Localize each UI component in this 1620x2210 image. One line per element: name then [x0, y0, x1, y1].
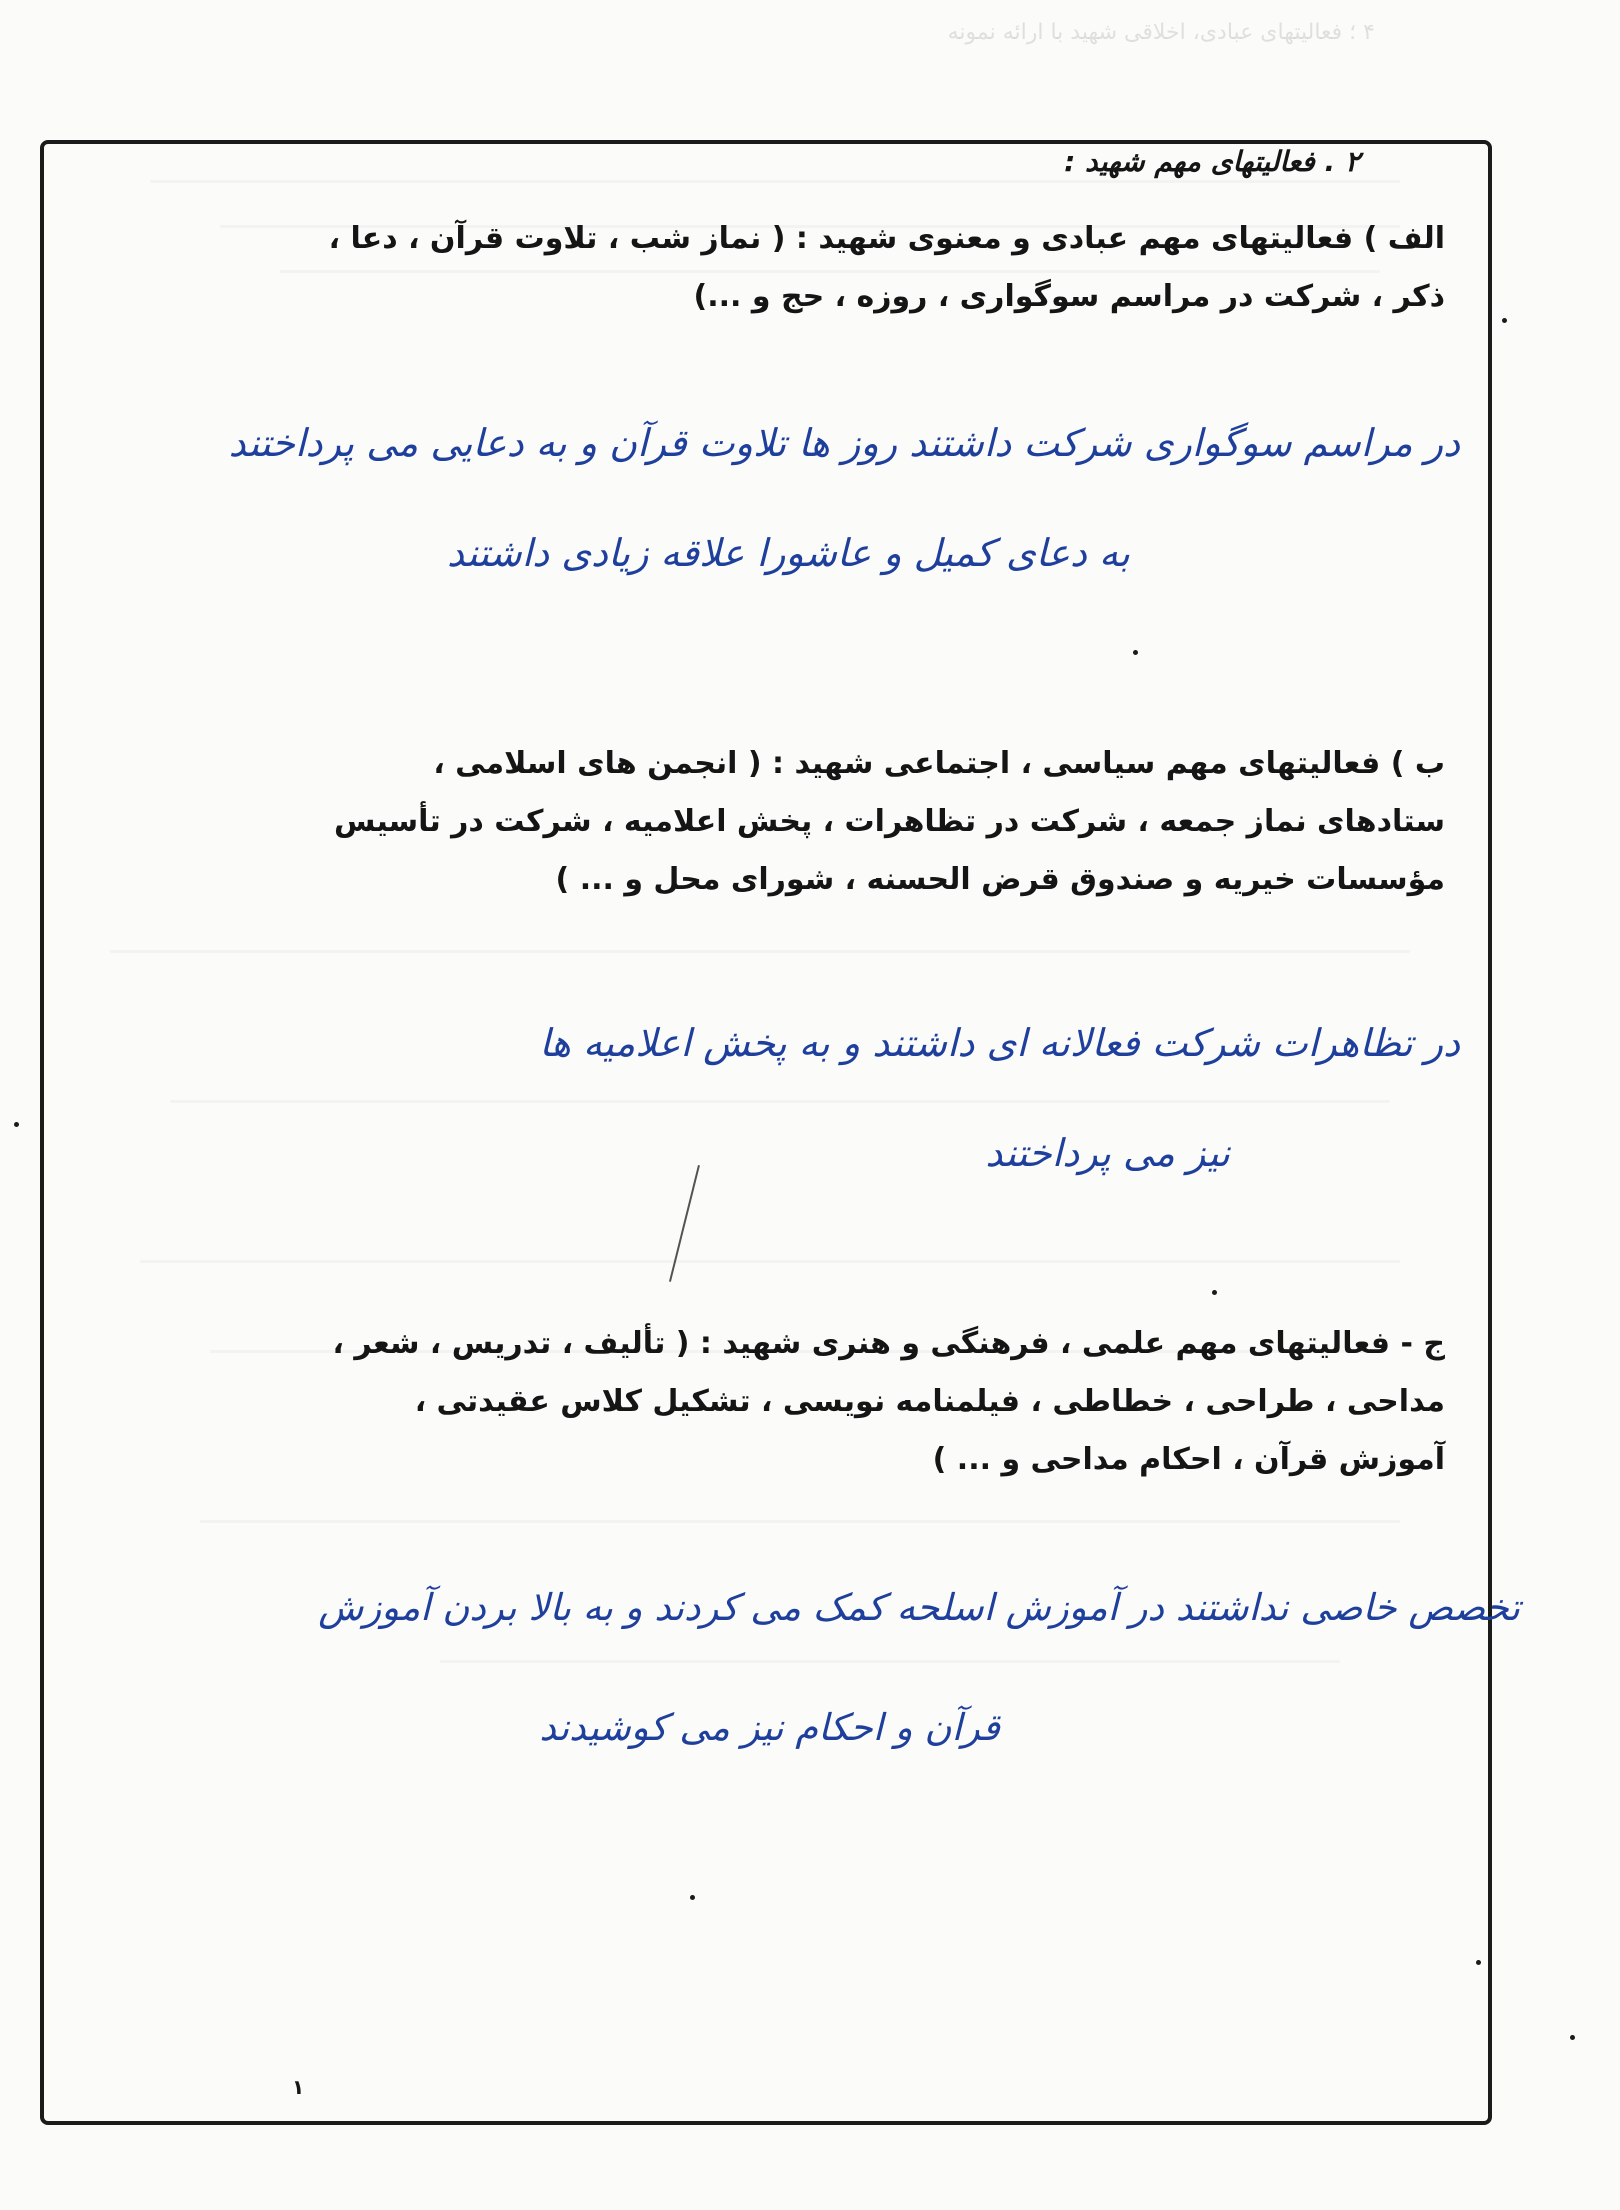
speck	[1212, 1290, 1217, 1295]
part-c-line-2: مداحی ، طراحی ، خطاطی ، فیلمنامه نویسی ، تشکیل کلاس عقیدتی ،	[414, 1384, 1445, 1419]
part-a-answer-line-2: به دعای کمیل و عاشورا علاقه زیادی داشتند	[447, 531, 1130, 575]
part-c-line-3: آموزش قرآن ، احکام مداحی و ... )	[932, 1442, 1445, 1477]
part-c-line-1: ج - فعالیتهای مهم علمی ، فرهنگی و هنری شهید : ( تألیف ، تدریس ، شعر ،	[332, 1326, 1445, 1361]
part-a-answer-line-1: در مراسم سوگواری شرکت داشتند روز ها تلاوت قرآن و به دعایی می پرداختند	[228, 421, 1460, 465]
part-b-question	[85, 735, 1445, 909]
page-number: ۱	[292, 2075, 305, 2099]
part-c-answer-line-1: تخصص خاصی نداشتند در آموزش اسلحه کمک می کردند و به بالا بردن آموزش	[318, 1586, 1520, 1629]
speck	[14, 1122, 19, 1127]
part-c-answer-line-2: قرآن و احکام نیز می کوشیدند	[539, 1706, 1000, 1749]
section-title: ۲ . فعالیتهای مهم شهید :	[1064, 145, 1360, 178]
reverse-page-header: ۴ ؛ فعالیتهای عبادی، اخلاقی شهید با ارائه نمونه	[947, 20, 1375, 45]
speck	[1570, 2035, 1575, 2040]
part-a-line-2: ذکر ، شرکت در مراسم سوگواری ، روزه ، حج و ...)	[693, 279, 1445, 314]
speck	[1502, 318, 1507, 323]
speck	[690, 1895, 695, 1900]
speck	[1133, 650, 1138, 655]
part-b-line-2: ستادهای نماز جمعه ، شرکت در تظاهرات ، پخش اعلامیه ، شرکت در تأسیس	[334, 804, 1445, 839]
speck	[1476, 1960, 1481, 1965]
part-a-line-1: الف ) فعالیتهای مهم عبادی و معنوی شهید : ( نماز شب ، تلاوت قرآن ، دعا ،	[328, 221, 1445, 256]
part-b-line-1: ب ) فعالیتهای مهم سیاسی ، اجتماعی شهید : ( انجمن های اسلامی ،	[433, 746, 1445, 781]
part-b-answer-line-1: در تظاهرات شرکت فعالانه ای داشتند و به پخش اعلامیه ها	[539, 1021, 1460, 1065]
part-a-question	[85, 210, 1445, 326]
part-b-answer-line-2: نیز می پرداختند	[985, 1131, 1230, 1175]
part-b-line-3: مؤسسات خیریه و صندوق قرض الحسنه ، شورای محل و ... )	[555, 862, 1445, 897]
part-c-question	[85, 1315, 1445, 1489]
